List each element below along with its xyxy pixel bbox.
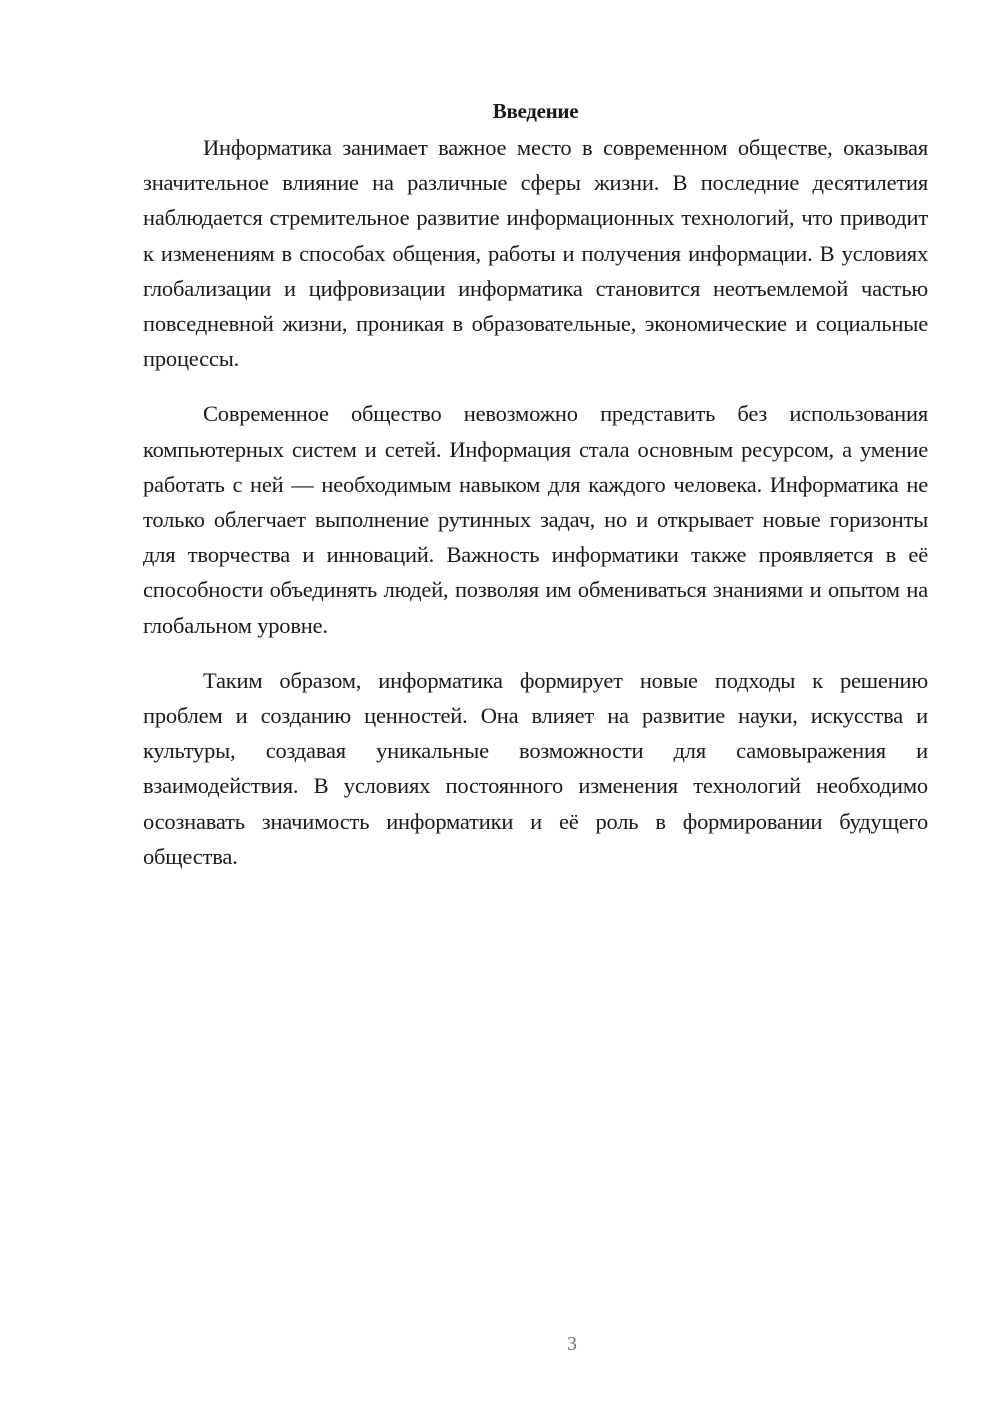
paragraph-3: Таким образом, информатика формирует новые подходы к решению проблем и созданию ценностей. Она влияет на развитие науки, искусства и культуры, создавая уникальные возможности для самовыражения и взаимодействия. В условиях постоянного изменения технологий необходимо осознавать значимость информатики и её роль в формировании будущего общества. — [143, 667, 928, 869]
paragraph-2: Современное общество невозможно представить без использования компьютерных систем и сетей. Информация стала основным ресурсом, а умение работать с ней — необходимым навыком для каждого человека. Информатика не только облегчает выполнение рутинных задач, но и открывает новые горизонты для творчества и инноваций. Важность информатики также проявляется в её способности объединять людей, позволяя им обмениваться знаниями и опытом на глобальном уровне. — [143, 401, 928, 638]
page-number: 3 — [567, 1333, 577, 1355]
page-content — [143, 96, 928, 894]
section-heading: Введение — [492, 99, 579, 123]
paragraph-1: Информатика занимает важное место в современном обществе, оказывая значительное влияние на различные сферы жизни. В последние десятилетия наблюдается стремительное развитие информационных технологий, что приводит к изменениям в способах общения, работы и получения информации. В условиях глобализации и цифровизации информатика становится неотъемлемой частью повседневной жизни, проникая в образовательные, экономические и социальные процессы. — [143, 135, 928, 372]
